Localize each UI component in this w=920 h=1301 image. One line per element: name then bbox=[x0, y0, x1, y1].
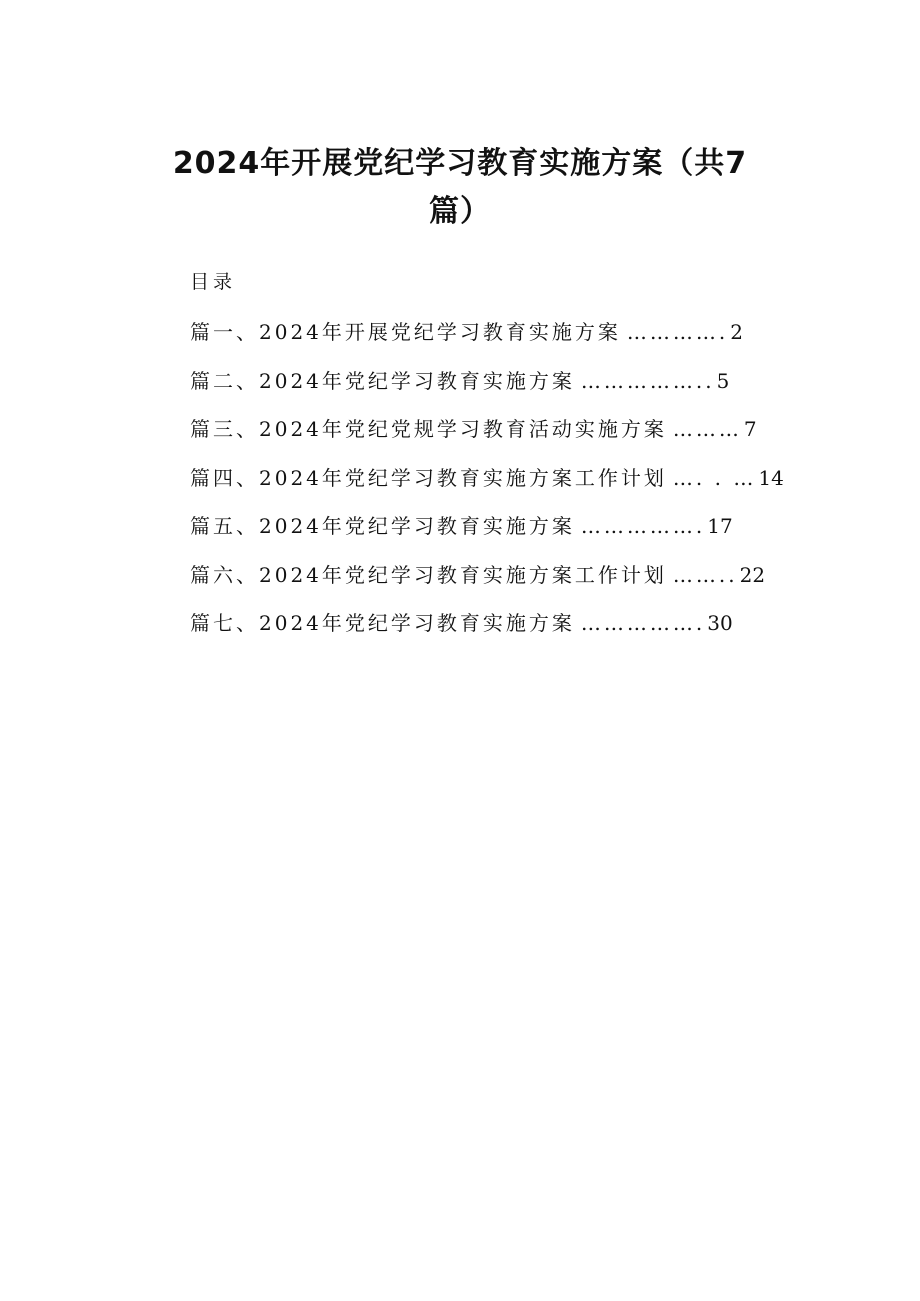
toc-entry-leader: …………….. bbox=[580, 368, 715, 393]
document-title bbox=[150, 140, 770, 236]
toc-entry-page: 7 bbox=[743, 417, 757, 441]
toc-entry-page: 30 bbox=[707, 611, 733, 635]
toc-entry-leader: …. . … bbox=[672, 465, 757, 490]
toc-entry-6[interactable] bbox=[190, 559, 784, 608]
toc-entry-7[interactable] bbox=[190, 607, 784, 656]
toc-entry-page: 17 bbox=[707, 514, 733, 538]
toc-entry-page: 22 bbox=[739, 562, 766, 587]
toc-entry-label: 篇六、2024年党纪学习教育实施方案工作计划 bbox=[190, 562, 667, 587]
toc-entry-leader: …………. bbox=[626, 320, 729, 344]
toc-entry-label: 篇一、2024年开展党纪学习教育实施方案 bbox=[190, 320, 621, 344]
table-of-contents bbox=[190, 316, 784, 656]
document-title-line-1: 2024年开展党纪学习教育实施方案（共7 bbox=[172, 146, 748, 181]
toc-entry-label: 篇七、2024年党纪学习教育实施方案 bbox=[190, 611, 575, 635]
toc-entry-4[interactable] bbox=[190, 462, 784, 511]
toc-entry-page: 2 bbox=[730, 320, 743, 344]
toc-entry-3[interactable] bbox=[190, 413, 784, 462]
toc-entry-label: 篇四、2024年党纪学习教育实施方案工作计划 bbox=[190, 465, 667, 490]
toc-entry-1[interactable] bbox=[190, 316, 784, 365]
toc-entry-label: 篇三、2024年党纪党规学习教育活动实施方案 bbox=[190, 417, 667, 441]
toc-entry-leader: ……………. bbox=[580, 611, 706, 635]
toc-entry-label: 篇二、2024年党纪学习教育实施方案 bbox=[190, 368, 575, 393]
toc-entry-2[interactable] bbox=[190, 365, 784, 414]
toc-entry-page: 14 bbox=[758, 465, 784, 490]
document-title-line-2: 篇） bbox=[429, 194, 491, 229]
toc-entry-page: 5 bbox=[716, 368, 730, 393]
toc-entry-5[interactable] bbox=[190, 510, 784, 559]
toc-entry-leader: ……… bbox=[672, 417, 742, 441]
toc-entry-label: 篇五、2024年党纪学习教育实施方案 bbox=[190, 514, 575, 538]
toc-entry-leader: …….. bbox=[672, 562, 738, 587]
toc-entry-leader: ……………. bbox=[580, 514, 706, 538]
toc-heading: 目录 bbox=[190, 271, 237, 293]
